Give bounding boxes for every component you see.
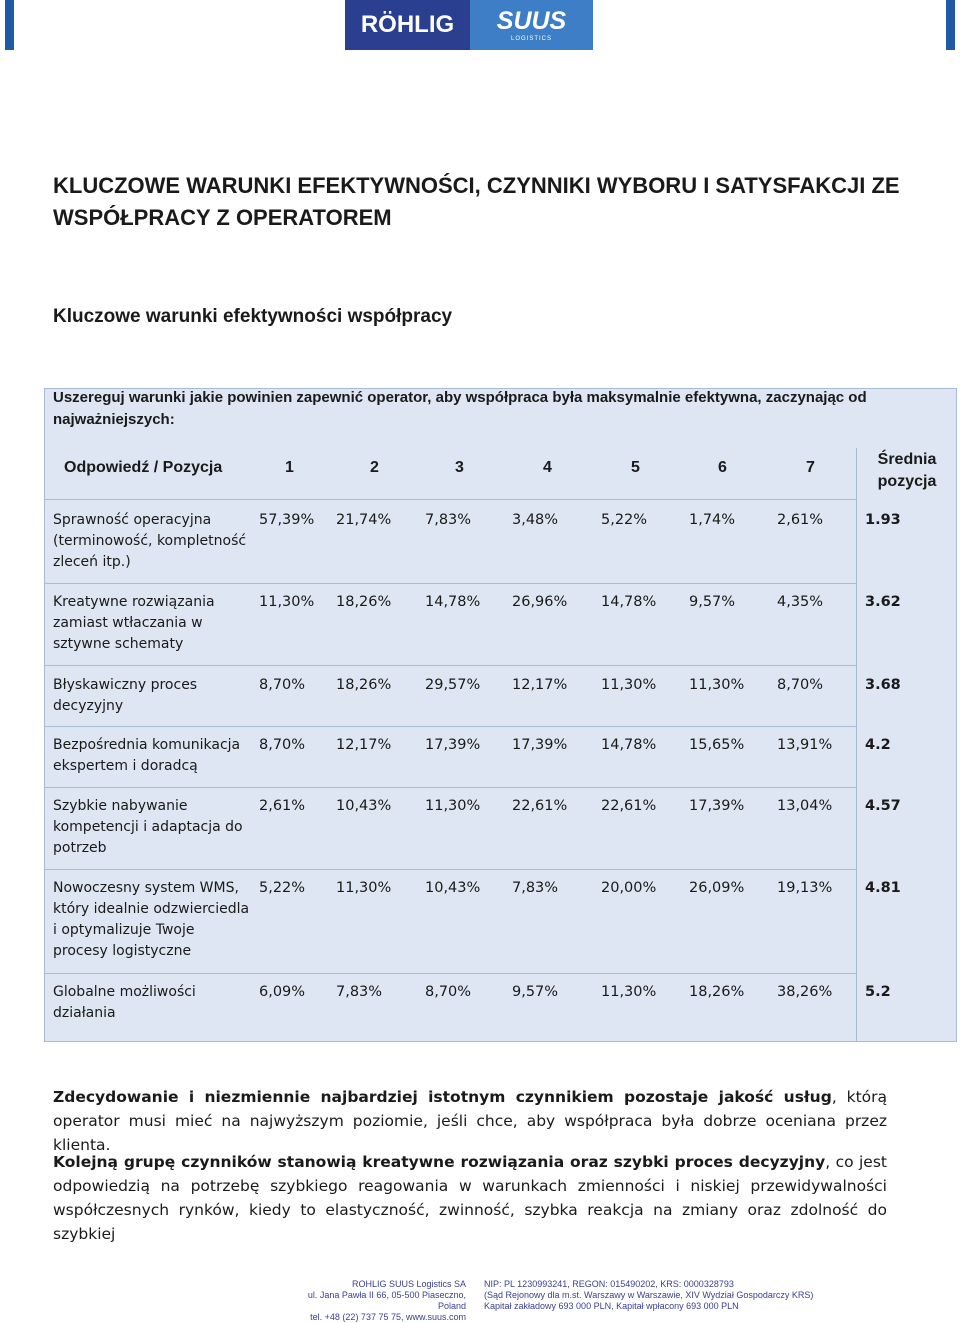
cell-value: 11,30% [425,798,481,814]
logo-suus-text: SUUS [496,6,567,35]
cell-value: 13,91% [777,737,833,753]
cell-value: 4,35% [777,594,824,610]
avg-column-divider [856,448,857,1042]
header-position-1: 1 [285,459,294,476]
footer-legal-info [484,1279,814,1312]
cell-value: 18,26% [689,984,745,1000]
header-position-6: 6 [718,459,727,476]
cell-value: 11,30% [259,594,315,610]
header-answer-position: Odpowiedź / Pozycja [64,459,223,476]
cell-value: 12,17% [512,677,568,693]
row-average: 1.93 [865,512,901,528]
cell-value: 26,96% [512,594,568,610]
footer-address: ul. Jana Pawła II 66, 05-500 Piaseczno, Poland [307,1290,466,1311]
footer-court: (Sąd Rejonowy dla m.st. Warszawy w Warszawie, XIV Wydział Gospodarczy KRS) [484,1290,814,1300]
cell-value: 8,70% [259,677,306,693]
row-divider [44,726,857,727]
row-divider [44,665,857,666]
cell-value: 6,09% [259,984,306,1000]
cell-value: 14,78% [601,737,657,753]
cell-value: 18,26% [336,594,392,610]
cell-value: 12,17% [336,737,392,753]
row-label: Nowoczesny system WMS, który idealnie odzwierciedla i optymalizuje Twoje procesy logistyczne [53,880,250,959]
paragraph-quality [53,1085,887,1157]
footer-ids: NIP: PL 1230993241, REGON: 015490202, KRS: 0000328793 [484,1279,734,1289]
cell-value: 3,48% [512,512,559,528]
paragraph-creative-emphasis: Kolejną grupę czynników stanowią kreatywne rozwiązania oraz szybki proces decyzyjny [53,1153,826,1171]
cell-value: 11,30% [601,677,657,693]
cell-value: 8,70% [259,737,306,753]
cell-value: 7,83% [336,984,383,1000]
footer-capital: Kapitał zakładowy 693 000 PLN, Kapitał wpłacony 693 000 PLN [484,1301,739,1311]
cell-value: 9,57% [689,594,736,610]
cell-value: 7,83% [425,512,472,528]
row-average: 5.2 [865,984,891,1000]
cell-value: 11,30% [336,880,392,896]
row-label: Kreatywne rozwiązania zamiast wtłaczania w sztywne schematy [53,594,215,652]
cell-value: 10,43% [336,798,392,814]
cell-value: 2,61% [259,798,306,814]
cell-value: 11,30% [601,984,657,1000]
row-label: Sprawność operacyjna (terminowość, kompletność zleceń itp.) [53,512,247,570]
cell-value: 8,70% [425,984,472,1000]
cell-value: 18,26% [336,677,392,693]
paragraph-creative-text: , co jest odpowiedzią na potrzebę szybkiego reagowania w warunkach zmienności i niskiej przewidywalności współczesnych rynków, kiedy to elastyczność, zwinność, szybka reakcja na zmiany oraz zdolność do szybkiej [53,1153,887,1243]
row-divider [44,583,857,584]
row-label: Błyskawiczny proces decyzyjny [53,677,198,714]
left-edge-bar [5,0,14,50]
cell-value: 17,39% [425,737,481,753]
cell-value: 14,78% [425,594,481,610]
row-label: Szybkie nabywanie kompetencji i adaptacja do potrzeb [53,798,243,856]
cell-value: 57,39% [259,512,315,528]
header-position-5: 5 [631,459,640,476]
logo-rohlig-text: RÖHLIG [345,0,470,50]
cell-value: 5,22% [259,880,306,896]
paragraph-quality-emphasis: Zdecydowanie i niezmiennie najbardziej istotnym czynnikiem pozostaje jakość usług [53,1088,832,1106]
cell-value: 29,57% [425,677,481,693]
cell-value: 21,74% [336,512,392,528]
footer-company-info [290,1279,466,1323]
cell-value: 13,04% [777,798,833,814]
cell-value: 5,22% [601,512,648,528]
section-subtitle: Kluczowe warunki efektywności współpracy [53,306,453,327]
row-average: 4.57 [865,798,901,814]
footer-contact: tel. +48 (22) 737 75 75, www.suus.com [310,1312,466,1322]
cell-value: 11,30% [689,677,745,693]
cell-value: 22,61% [512,798,568,814]
row-label: Globalne możliwości działania [53,984,196,1021]
header-position-2: 2 [370,459,379,476]
paragraph-creative [53,1150,887,1246]
cell-value: 7,83% [512,880,559,896]
cell-value: 26,09% [689,880,745,896]
cell-value: 9,57% [512,984,559,1000]
row-average: 4.2 [865,737,891,753]
logo-suus-block [470,0,593,50]
cell-value: 22,61% [601,798,657,814]
row-average: 3.68 [865,677,901,693]
row-divider [44,499,857,500]
cell-value: 2,61% [777,512,824,528]
right-edge-bar [946,0,955,50]
row-label: Bezpośrednia komunikacja ekspertem i doradcą [53,737,241,774]
cell-value: 1,74% [689,512,736,528]
row-average: 3.62 [865,594,901,610]
cell-value: 8,70% [777,677,824,693]
cell-value: 38,26% [777,984,833,1000]
header-average-position: Średnia pozycja [877,451,937,490]
rohlig-suus-logo [345,0,593,50]
footer-company-name: ROHLIG SUUS Logistics SA [351,1279,466,1289]
row-divider [44,869,857,870]
cell-value: 17,39% [689,798,745,814]
cell-value: 15,65% [689,737,745,753]
cell-value: 14,78% [601,594,657,610]
cell-value: 20,00% [601,880,657,896]
logo-logistics-text: LOGISTICS [510,35,552,42]
cell-value: 17,39% [512,737,568,753]
cell-value: 19,13% [777,880,833,896]
survey-question: Uszereguj warunki jakie powinien zapewnić operator, aby współpraca była maksymalnie efektywna, zaczynając od najważniejszych: [53,389,867,428]
cell-value: 10,43% [425,880,481,896]
header-position-4: 4 [543,459,552,476]
paragraph-quality-text: , którą operator musi mieć na najwyższym poziomie, jeśli chce, aby współpraca była dobrze oceniana przez klienta. [53,1088,888,1154]
row-divider [44,787,857,788]
header-position-7: 7 [806,459,815,476]
page-title: KLUCZOWE WARUNKI EFEKTYWNOŚCI, CZYNNIKI WYBORU I SATYSFAKCJI ZE WSPÓŁPRACY Z OPERATOREM [53,173,900,230]
row-average: 4.81 [865,880,901,896]
row-divider [44,973,857,974]
header-position-3: 3 [455,459,464,476]
